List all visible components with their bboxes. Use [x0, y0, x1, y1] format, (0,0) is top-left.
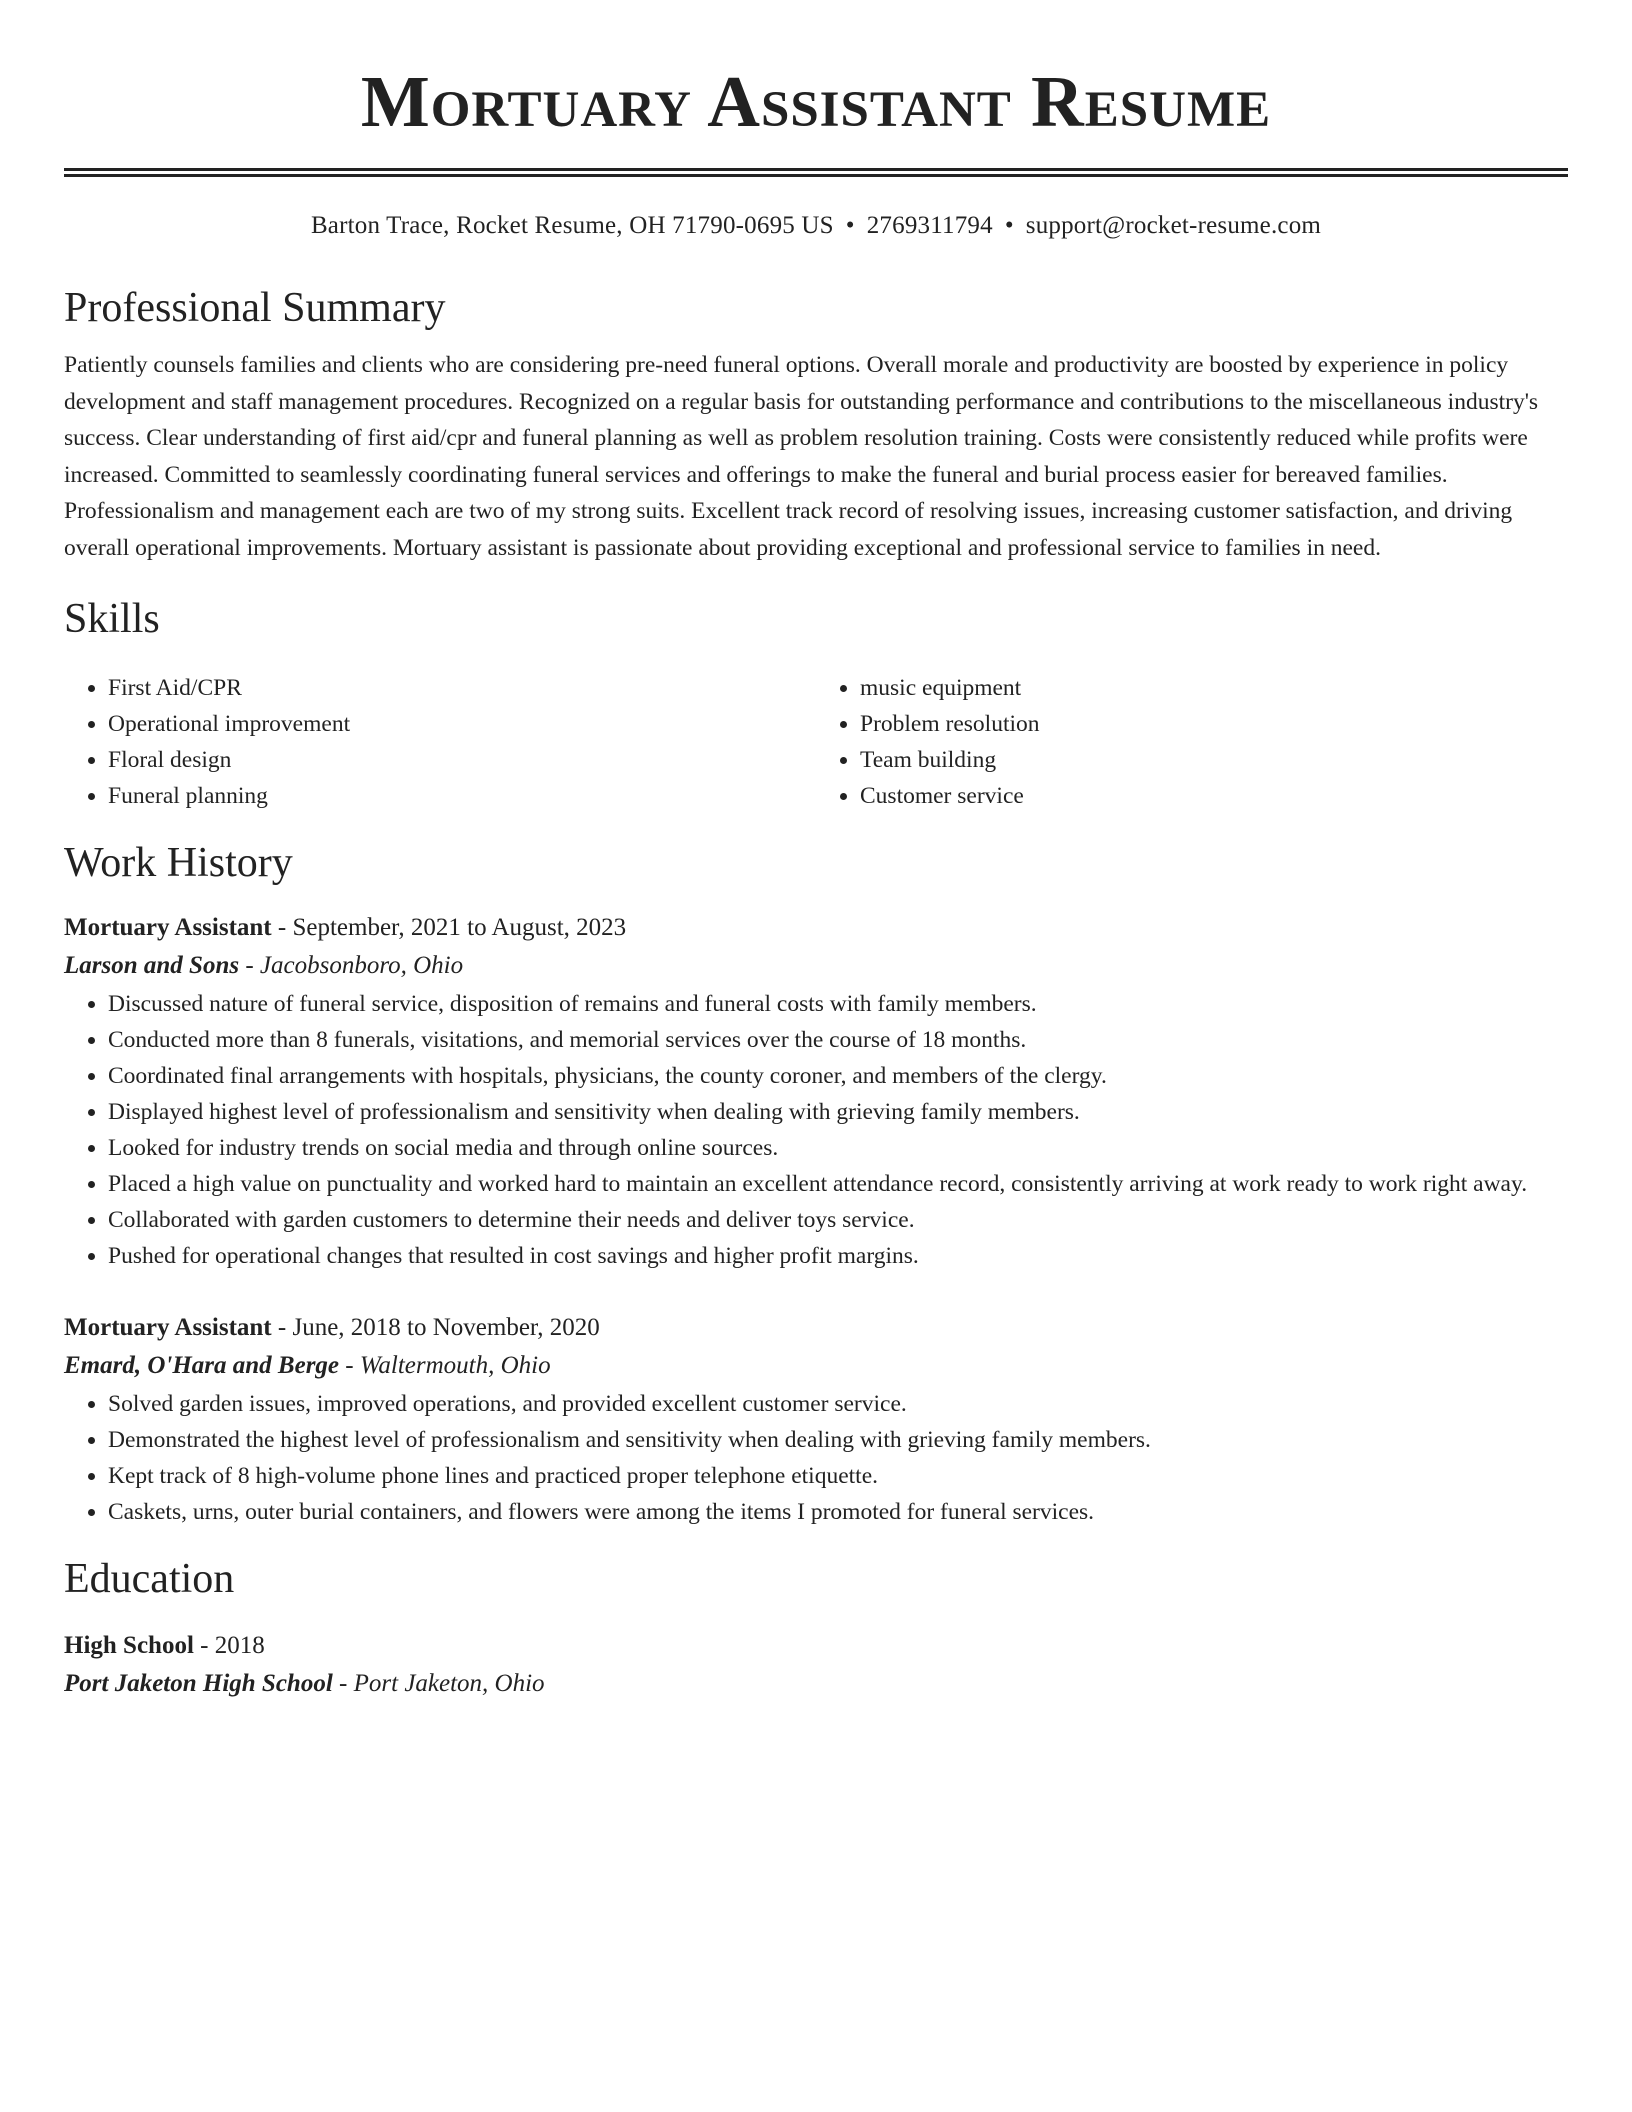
- job-entry: [64, 910, 1568, 1274]
- job-separator: -: [239, 952, 260, 979]
- job-title: Mortuary Assistant: [64, 1314, 272, 1341]
- skill-item: • Team building: [860, 742, 1568, 778]
- summary-text: Patiently counsels families and clients who are considering pre-need funeral options. Overall morale and productivity are boosted by experience in policy development and staff management procedures. Recognized on a regular basis for outstanding performance and contributions to the miscellaneous industry's success. Clear understanding of first aid/cpr and funeral planning as well as problem resolution training. Costs were consistently reduced while profits were increased. Committed to seamlessly coordinating funeral services and offerings to make the funeral and burial process easier for bereaved families. Professionalism and management each are two of my strong suits. Excellent track record of resolving issues, increasing customer satisfaction, and driving overall operational improvements. Mortuary assistant is passionate about providing exceptional and professional service to families in need.: [64, 352, 1539, 561]
- job-entry: [64, 1310, 1568, 1530]
- contact-address: Barton Trace, Rocket Resume, OH 71790-0695 US: [310, 212, 834, 239]
- skill-item: • First Aid/CPR: [108, 670, 816, 706]
- job-bullet: • Solved garden issues, improved operations, and provided excellent customer service.: [108, 1386, 1568, 1422]
- education-school: Port Jaketon High School: [64, 1670, 333, 1697]
- skills-heading: Skills: [64, 596, 160, 642]
- education-separator: -: [193, 1632, 215, 1659]
- job-bullet: • Collaborated with garden customers to determine their needs and deliver toys service.: [108, 1202, 1568, 1238]
- job-bullet: • Coordinated final arrangements with hospitals, physicians, the county coroner, and members of the clergy.: [108, 1058, 1568, 1094]
- job-company: Larson and Sons: [64, 952, 240, 979]
- job-bullet: • Demonstrated the highest level of professionalism and sensitivity when dealing with grieving family members.: [108, 1422, 1568, 1458]
- job-bullets: [64, 1386, 1568, 1530]
- job-company: Emard, O'Hara and Berge: [64, 1352, 340, 1379]
- skills-column-right: [816, 670, 1568, 814]
- contact-email: support@rocket-resume.com: [1025, 212, 1322, 239]
- skills-column-left: [64, 670, 816, 814]
- job-company-line: [64, 946, 1568, 986]
- skill-item: • Customer service: [860, 778, 1568, 814]
- job-dates: September, 2021 to August, 2023: [292, 914, 627, 941]
- job-bullet: • Conducted more than 8 funerals, visitations, and memorial services over the course of 18 months.: [108, 1022, 1568, 1058]
- summary-heading: Professional Summary: [64, 285, 446, 331]
- job-location: Jacobsonboro, Ohio: [259, 952, 464, 979]
- job-separator: -: [339, 1352, 360, 1379]
- job-separator: -: [271, 914, 293, 941]
- job-bullet: • Placed a high value on punctuality and worked hard to maintain an excellent attendance record, consistently arriving at work ready to work right away.: [108, 1166, 1568, 1202]
- job-header: [64, 910, 1568, 946]
- skill-item: • Funeral planning: [108, 778, 816, 814]
- job-separator: -: [271, 1314, 293, 1341]
- skill-item: • Problem resolution: [860, 706, 1568, 742]
- job-bullet: • Kept track of 8 high-volume phone lines and practiced proper telephone etiquette.: [108, 1458, 1568, 1494]
- job-bullet: • Looked for industry trends on social media and through online sources.: [108, 1130, 1568, 1166]
- education-separator: -: [332, 1670, 354, 1697]
- job-bullet: • Discussed nature of funeral service, disposition of remains and funeral costs with family members.: [108, 986, 1568, 1022]
- contact-separator: •: [845, 212, 855, 239]
- work-history-heading: Work History: [64, 840, 293, 886]
- education-year: 2018: [214, 1632, 265, 1659]
- job-bullet: • Displayed highest level of professionalism and sensitivity when dealing with grieving family members.: [108, 1094, 1568, 1130]
- resume-title: Mortuary Assistant Resume: [360, 61, 1272, 142]
- job-bullet: • Pushed for operational changes that resulted in cost savings and higher profit margins.: [108, 1238, 1568, 1274]
- title-divider: [64, 168, 1568, 177]
- skills-list: [64, 670, 1568, 814]
- education-entry: [64, 1628, 1568, 1704]
- job-location: Waltermouth, Ohio: [359, 1352, 551, 1379]
- education-header: [64, 1628, 1568, 1664]
- job-dates: June, 2018 to November, 2020: [292, 1314, 600, 1341]
- contact-phone: 2769311794: [866, 212, 993, 239]
- skill-item: • music equipment: [860, 670, 1568, 706]
- skill-item: • Floral design: [108, 742, 816, 778]
- job-title: Mortuary Assistant: [64, 914, 272, 941]
- contact-line: [64, 211, 1568, 241]
- job-company-line: [64, 1346, 1568, 1386]
- skill-item: • Operational improvement: [108, 706, 816, 742]
- education-degree: High School: [64, 1632, 194, 1659]
- education-school-line: [64, 1664, 1568, 1704]
- job-header: [64, 1310, 1568, 1346]
- job-bullets: [64, 986, 1568, 1274]
- education-heading: Education: [64, 1556, 235, 1602]
- education-location: Port Jaketon, Ohio: [353, 1670, 545, 1697]
- contact-separator: •: [1004, 212, 1014, 239]
- job-bullet: • Caskets, urns, outer burial containers, and flowers were among the items I promoted for funeral services.: [108, 1494, 1568, 1530]
